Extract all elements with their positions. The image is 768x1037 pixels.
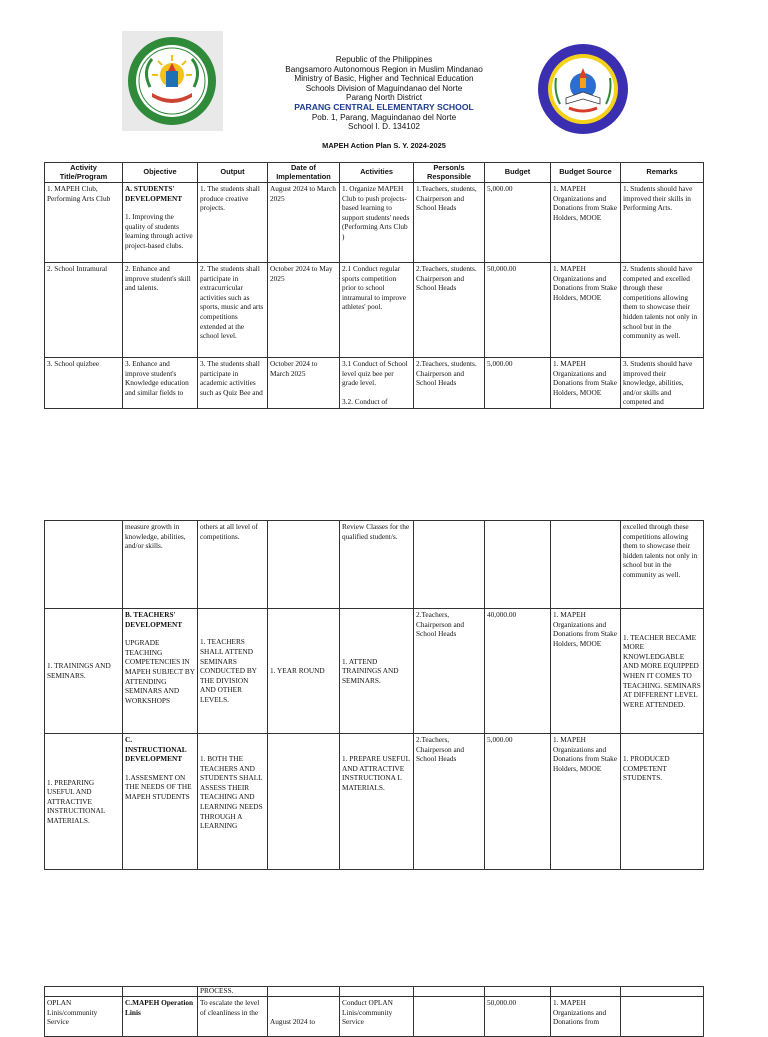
school-seal-logo [536,42,630,136]
budget-source-cell: 1. MAPEH Organizations and Donations from Stake Holders, MOOE [551,734,621,870]
activities-cell: Review Classes for the qualified student/s. [340,521,414,609]
table-row [45,358,704,409]
objective-cell: measure growth in knowledge, abilities, and/or skills. [123,521,198,609]
activity-cell: 2. School Intramural [45,263,123,358]
header-line: Parang North District [346,93,422,103]
remarks-cell: 3. Students should have improved their knowledge, abilities, and/or skills and competed and [621,358,704,409]
table-row [45,263,704,358]
persons-cell: 2.Teachers, students. Chairperson and School Heads [414,263,485,358]
persons-cell: 2.Teachers, Chairperson and School Heads [414,734,485,870]
column-header: Budget [485,163,551,183]
persons-cell: 2.Teachers, students. Chairperson and School Heads [414,358,485,409]
output-cell: 1. The students shall produce creative projects. [198,183,268,263]
objective-heading: C. INSTRUCTIONAL DEVELOPMENT [125,735,187,764]
remarks-cell: 1. Students should have improved their skills in Performing Arts. [621,183,704,263]
division-seal-logo [122,31,223,131]
objective-cell [123,183,198,263]
output-cell: 1. TEACHERS SHALL ATTEND SEMINARS CONDUCTED BY THE DIVISION AND OTHER LEVELS. [198,609,268,734]
budget-cell: 5,000.00 [485,358,551,409]
budget-source-cell: 1. MAPEH Organizations and Donations from [551,997,621,1037]
objective-cell [123,734,198,870]
action-plan-table-part-1 [44,162,704,409]
action-plan-table-part-3 [44,986,704,1037]
objective-heading: A. STUDENTS' DEVELOPMENT [125,184,183,203]
column-header: Activities [340,163,414,183]
school-name: PARANG CENTRAL ELEMENTARY SCHOOL [294,101,474,112]
date-cell [268,734,340,870]
table-row [45,734,704,870]
persons-cell: 1.Teachers, students, Chairperson and School Heads [414,183,485,263]
output-text: 1. BOTH THE TEACHERS AND STUDENTS SHALL ASSESS THEIR TEACHING AND LEARNING NEEDS THROUGH A LEARNING [200,754,263,831]
letterhead [250,55,518,132]
activity-cell: 1. MAPEH Club, Performing Arts Club [45,183,123,263]
date-cell [268,997,340,1037]
persons-cell [414,987,485,997]
activity-cell: 1. PREPARING USEFUL AND ATTRACTIVE INSTRUCTIONAL MATERIALS. [45,734,123,870]
budget-cell [485,521,551,609]
date-cell [268,987,340,997]
header-line: Ministry of Basic, Higher and Technical Education [294,74,474,84]
objective-cell: 2. Enhance and improve student's skill and talents. [123,263,198,358]
column-header: Person/s Responsible [414,163,485,183]
output-cell [198,734,268,870]
date-text: August 2024 to [270,1017,315,1026]
action-plan-table-part-2 [44,520,704,870]
activity-cell: 3. School quizbee [45,358,123,409]
output-cell: 3. The students shall participate in academic activities such as Quiz Bee and [198,358,268,409]
output-cell: To escalate the level of cleanliness in the [198,997,268,1037]
remarks-cell: 2. Students should have competed and excelled through these competitions allowing them to showcase their hidden talents not only in school but in the community as well. [621,263,704,358]
activities-cell [340,987,414,997]
date-cell: 1. YEAR ROUND [268,609,340,734]
budget-source-cell [551,521,621,609]
remarks-cell [621,997,704,1037]
activities-cell: 2.1 Conduct regular sports competition prior to school intramural to improve athletes' pool. [340,263,414,358]
remarks-cell: excelled through these competitions allowing them to showcase their hidden talents not only in school but in the community as well. [621,521,704,609]
table-row [45,183,704,263]
table-row [45,997,704,1037]
budget-source-cell [551,987,621,997]
activities-cell [340,734,414,870]
column-header: Output [198,163,268,183]
header-line: Bangsamoro Autonomous Region in Muslim Mindanao [285,64,483,74]
objective-text: 1. Improving the quality of students learning through active project-based clubs. [125,212,193,250]
activity-cell: OPLAN Linis/community Service [45,997,123,1037]
output-cell: 2. The students shall participate in extracurricular activities such as sports, music and arts competitions extended at the school level. [198,263,268,358]
budget-cell: 50,000.00 [485,263,551,358]
activities-cell: 1. Organize MAPEH Club to push projects-based learning to support students' needs (Performing Arts Club ) [340,183,414,263]
persons-cell [414,521,485,609]
objective-cell: 3. Enhance and improve student's Knowledge education and similar fields to [123,358,198,409]
header-line: Schools Division of Maguindanao del Norte [305,83,463,93]
column-header: Remarks [621,163,704,183]
budget-cell: 5,000.00 [485,734,551,870]
activities-cell: 1. ATTEND TRAININGS AND SEMINARS. [340,609,414,734]
plan-title: MAPEH Action Plan S. Y. 2024-2025 [322,141,446,150]
budget-cell: 50,000.00 [485,997,551,1037]
remarks-cell [621,734,704,870]
date-cell: October 2024 to March 2025 [268,358,340,409]
objective-text: 1.ASSESMENT ON THE NEEDS OF THE MAPEH STUDENTS [125,772,192,801]
budget-cell [485,987,551,997]
objective-cell [123,987,198,997]
budget-source-cell: 1. MAPEH Organizations and Donations from Stake Holders, MOOE [551,183,621,263]
school-id: School I. D. 134102 [348,122,420,132]
objective-text: UPGRADE TEACHING COMPETENCIES IN MAPEH SUBJECT BY ATTENDING SEMINARS AND WORKSHOPS [125,638,195,705]
header-line: Republic of the Philippines [335,55,433,64]
persons-cell: 2.Teachers, Chairperson and School Heads [414,609,485,734]
table-row [45,609,704,734]
remarks-cell [621,987,704,997]
budget-source-cell: 1. MAPEH Organizations and Donations from Stake Holders, MOOE [551,358,621,409]
activity-cell [45,987,123,997]
column-header: Budget Source [551,163,621,183]
budget-source-cell: 1. MAPEH Organizations and Donations from Stake Holders, MOOE [551,609,621,734]
date-cell: October 2024 to May 2025 [268,263,340,358]
budget-source-cell: 1. MAPEH Organizations and Donations from Stake Holders, MOOE [551,263,621,358]
date-cell [268,521,340,609]
activity-cell: 1. TRAININGS AND SEMINARS. [45,609,123,734]
persons-cell [414,997,485,1037]
date-cell: August 2024 to March 2025 [268,183,340,263]
output-cell: others at all level of competitions. [198,521,268,609]
remarks-text: 1. PRODUCED COMPETENT STUDENTS. [623,754,670,783]
column-header: Objective [123,163,198,183]
activity-cell [45,521,123,609]
budget-cell: 40,000.00 [485,609,551,734]
objective-heading: B. TEACHERS' DEVELOPMENT [125,610,183,629]
remarks-cell: 1. TEACHER BECAME MORE KNOWLEDGABLE AND MORE EQUIPPED WHEN IT COMES TO TEACHING. SEMINARS AT DIFFERENT LEVEL WERE ATTENDED. [621,609,704,734]
column-header: Date of Implementation [268,163,340,183]
column-header: Activity Title/Program [45,163,123,183]
activities-text: 1. PREPARE USEFUL AND ATTRACTIVE INSTRUCTIONA L MATERIALS. [342,754,410,792]
school-address: Pob. 1, Parang, Maguindanao del Norte [311,112,457,122]
budget-cell: 5,000.00 [485,183,551,263]
table-row [45,987,704,997]
table-row [45,521,704,609]
objective-cell: C.MAPEH Operation Linis [123,997,198,1037]
activities-cell: Conduct OPLAN Linis/community Service [340,997,414,1037]
activities-cell: 3.1 Conduct of School level quiz bee per grade level. 3.2. Conduct of [340,358,414,409]
output-cell: PROCESS. [198,987,268,997]
objective-cell [123,609,198,734]
